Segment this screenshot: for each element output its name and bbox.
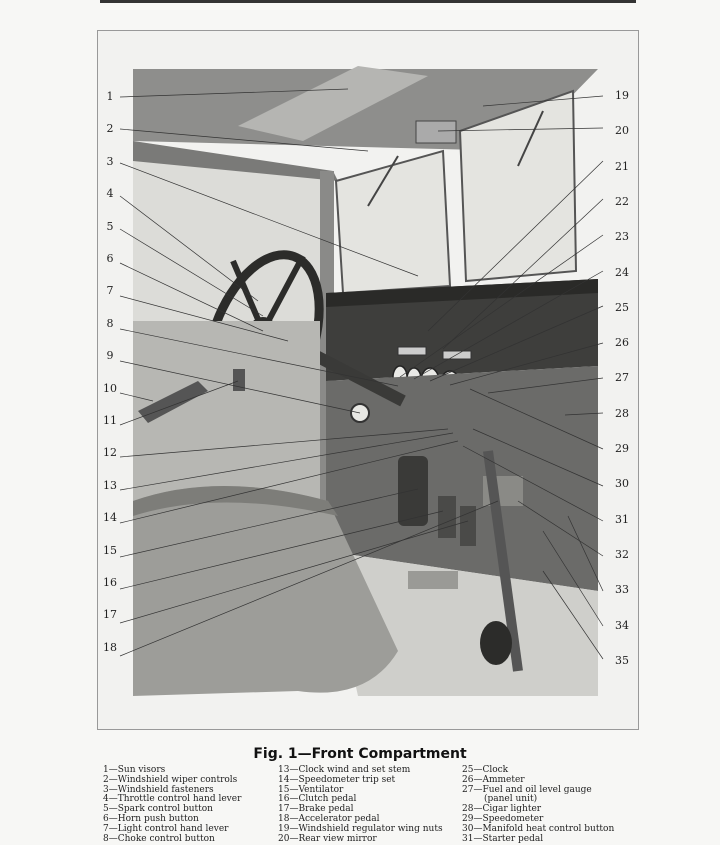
front-compartment-illustration	[98, 31, 638, 729]
legend-column-1	[103, 766, 241, 844]
callout-number: 7	[106, 284, 114, 298]
legend-entry: (panel unit)	[484, 794, 538, 805]
callout-number: 1	[106, 90, 114, 103]
brake-pedal	[460, 506, 476, 546]
windshield-left	[336, 151, 450, 293]
callout-number: 11	[103, 414, 117, 427]
callout-number: 31	[615, 512, 629, 526]
callout-number: 29	[615, 442, 629, 455]
clutch-pedal	[438, 496, 456, 538]
callout-number: 12	[103, 446, 117, 460]
floor-vent	[408, 571, 458, 589]
callout-number: 30	[615, 477, 629, 491]
callout-number: 5	[106, 219, 114, 233]
legend-entry: 20—Rear view mirror	[278, 833, 377, 844]
callout-number: 19	[615, 89, 629, 102]
callout-number: 4	[106, 187, 114, 201]
callout-number: 2	[106, 122, 114, 136]
legend-entry: 17—Brake pedal	[278, 804, 354, 815]
callout-number: 21	[615, 159, 629, 173]
legend-entry: 28—Cigar lighter	[462, 804, 542, 815]
legend-entry: 13—Clock wind and set stem	[278, 765, 411, 775]
legend-entry: 1—Sun visors	[103, 765, 166, 775]
legend-entry: 2—Windshield wiper controls	[103, 774, 238, 785]
callout-number: 9	[106, 349, 114, 363]
callout-number: 16	[103, 576, 117, 589]
legend-entry: 25—Clock	[462, 765, 509, 775]
callout-number: 6	[106, 252, 114, 265]
legend-entry: 27—Fuel and oil level gauge	[462, 784, 592, 795]
legend-entry: 18—Accelerator pedal	[278, 813, 380, 824]
legend-entry: 31—Starter pedal	[462, 833, 544, 844]
callout-number: 24	[615, 265, 629, 279]
callout-number: 28	[615, 406, 629, 420]
legend-entry: 6—Horn push button	[103, 813, 199, 824]
legend-entry: 5—Spark control button	[103, 804, 213, 815]
legend-entry: 26—Ammeter	[462, 774, 525, 785]
legend-entry: 30—Manifold heat control button	[462, 823, 615, 834]
callout-number: 17	[103, 608, 117, 622]
legend-entry: 8—Choke control button	[103, 833, 215, 844]
figure-caption: Fig. 1—Front Compartment	[253, 746, 467, 762]
callout-number: 23	[615, 230, 629, 244]
callout-number: 27	[615, 371, 629, 385]
top-rule	[100, 0, 636, 3]
callout-number: 35	[615, 653, 629, 667]
callout-number: 33	[615, 583, 629, 597]
clock-housing	[398, 347, 426, 355]
legend-entry: 7—Light control hand lever	[103, 823, 229, 834]
rear-view-mirror	[416, 121, 456, 143]
callout-number: 26	[615, 336, 629, 350]
legend-column-2	[278, 766, 443, 844]
legend-entry: 14—Speedometer trip set	[278, 774, 396, 785]
callout-number: 13	[103, 478, 117, 492]
callout-number: 15	[103, 543, 117, 557]
callout-number: 20	[615, 124, 629, 138]
callout-number: 8	[106, 316, 114, 330]
legend-entry: 29—Speedometer	[462, 813, 544, 824]
illustration-plate	[97, 30, 639, 730]
callout-number: 32	[615, 547, 629, 561]
legend-entry: 4—Throttle control hand lever	[103, 794, 242, 805]
ammeter-housing	[443, 351, 471, 359]
callout-number: 22	[615, 194, 629, 208]
callout-number: 25	[615, 300, 629, 314]
legend-entry: 3—Windshield fasteners	[103, 784, 214, 795]
legend-column-3	[462, 766, 614, 844]
callout-number: 3	[106, 154, 114, 168]
callout-number: 34	[615, 618, 629, 632]
legend-entry: 19—Windshield regulator wing nuts	[278, 823, 443, 834]
legend-entry: 15—Ventilator	[278, 784, 344, 795]
callout-number: 10	[103, 381, 117, 395]
callout-number: 18	[103, 640, 117, 654]
gear-boot	[480, 621, 512, 665]
callout-number: 14	[103, 511, 117, 525]
legend-entry: 16—Clutch pedal	[278, 794, 357, 805]
